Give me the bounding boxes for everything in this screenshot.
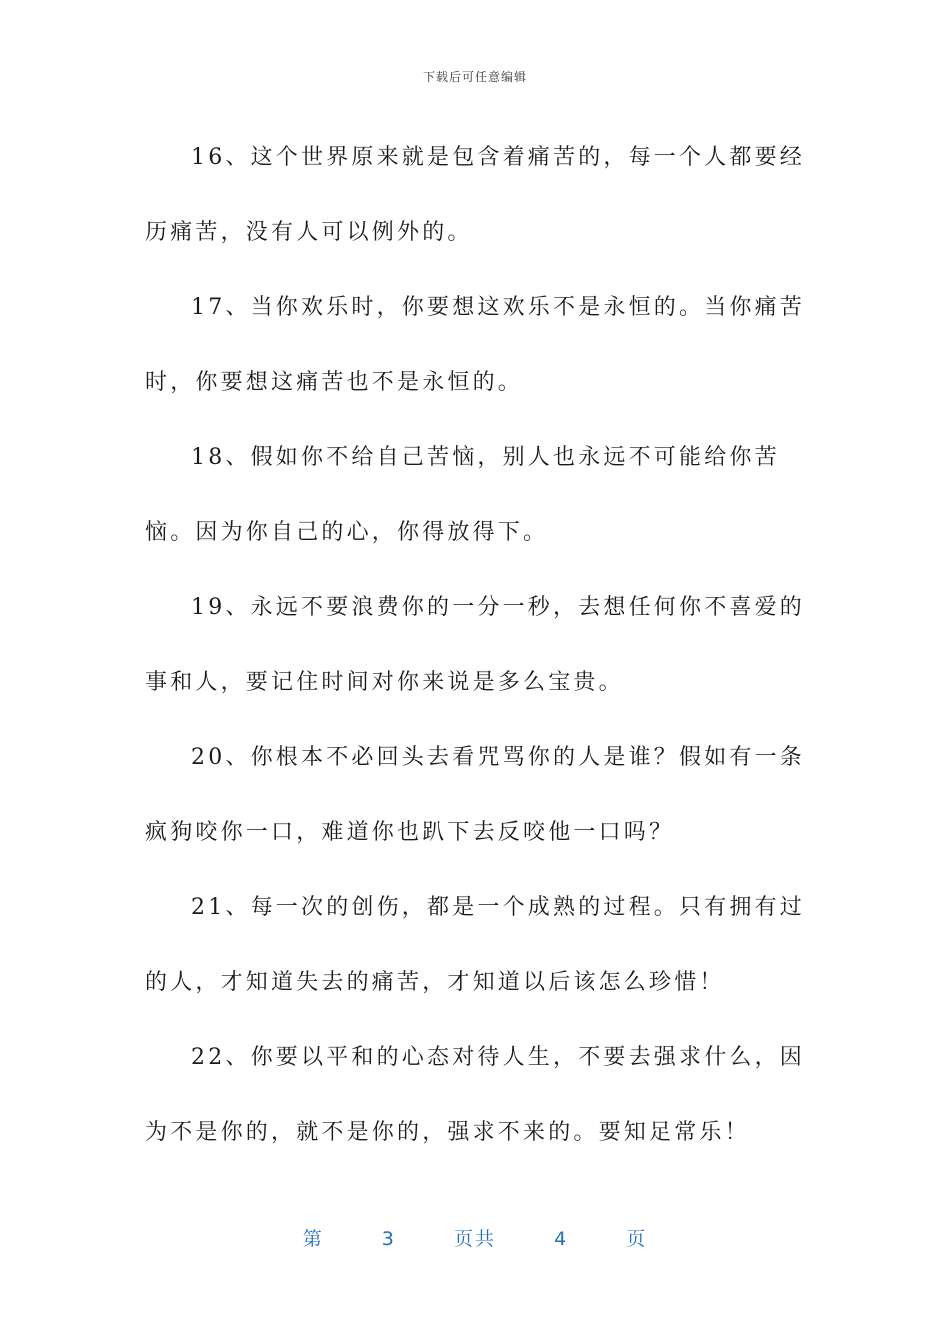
paragraph-17: 17、当你欢乐时，你要想这欢乐不是永恒的。当你痛苦时，你要想这痛苦也不是永恒的。: [145, 295, 805, 395]
paragraph-19: 19、永远不要浪费你的一分一秒，去想任何你不喜爱的事和人，要记住时间对你来说是多么宝贵。: [145, 595, 805, 695]
page-number-footer: [0, 1224, 950, 1251]
document-body: [145, 120, 805, 1170]
paragraph-21: 21、每一次的创伤，都是一个成熟的过程。只有拥有过的人，才知道失去的痛苦，才知道以后该怎么珍惜！: [145, 895, 805, 995]
footer-total-pages: 4: [554, 1228, 569, 1250]
paragraph-20: 20、你根本不必回头去看咒骂你的人是谁？假如有一条疯狗咬你一口，难道你也趴下去反咬他一口吗？: [145, 745, 805, 845]
footer-suffix: 页: [626, 1228, 648, 1250]
footer-prefix: 第: [302, 1228, 324, 1250]
paragraph-16: 16、这个世界原来就是包含着痛苦的，每一个人都要经历痛苦，没有人可以例外的。: [145, 145, 805, 245]
paragraph-22: 22、你要以平和的心态对待人生，不要去强求什么，因为不是你的，就不是你的，强求不来的。要知足常乐！: [145, 1045, 805, 1145]
paragraph-18: 18、假如你不给自己苦恼，别人也永远不可能给你苦恼。因为你自己的心，你得放得下。: [145, 445, 780, 545]
footer-current-page: 3: [381, 1228, 396, 1250]
page-header-note: 下载后可任意编辑: [422, 70, 527, 84]
footer-middle: 页共: [453, 1228, 496, 1250]
